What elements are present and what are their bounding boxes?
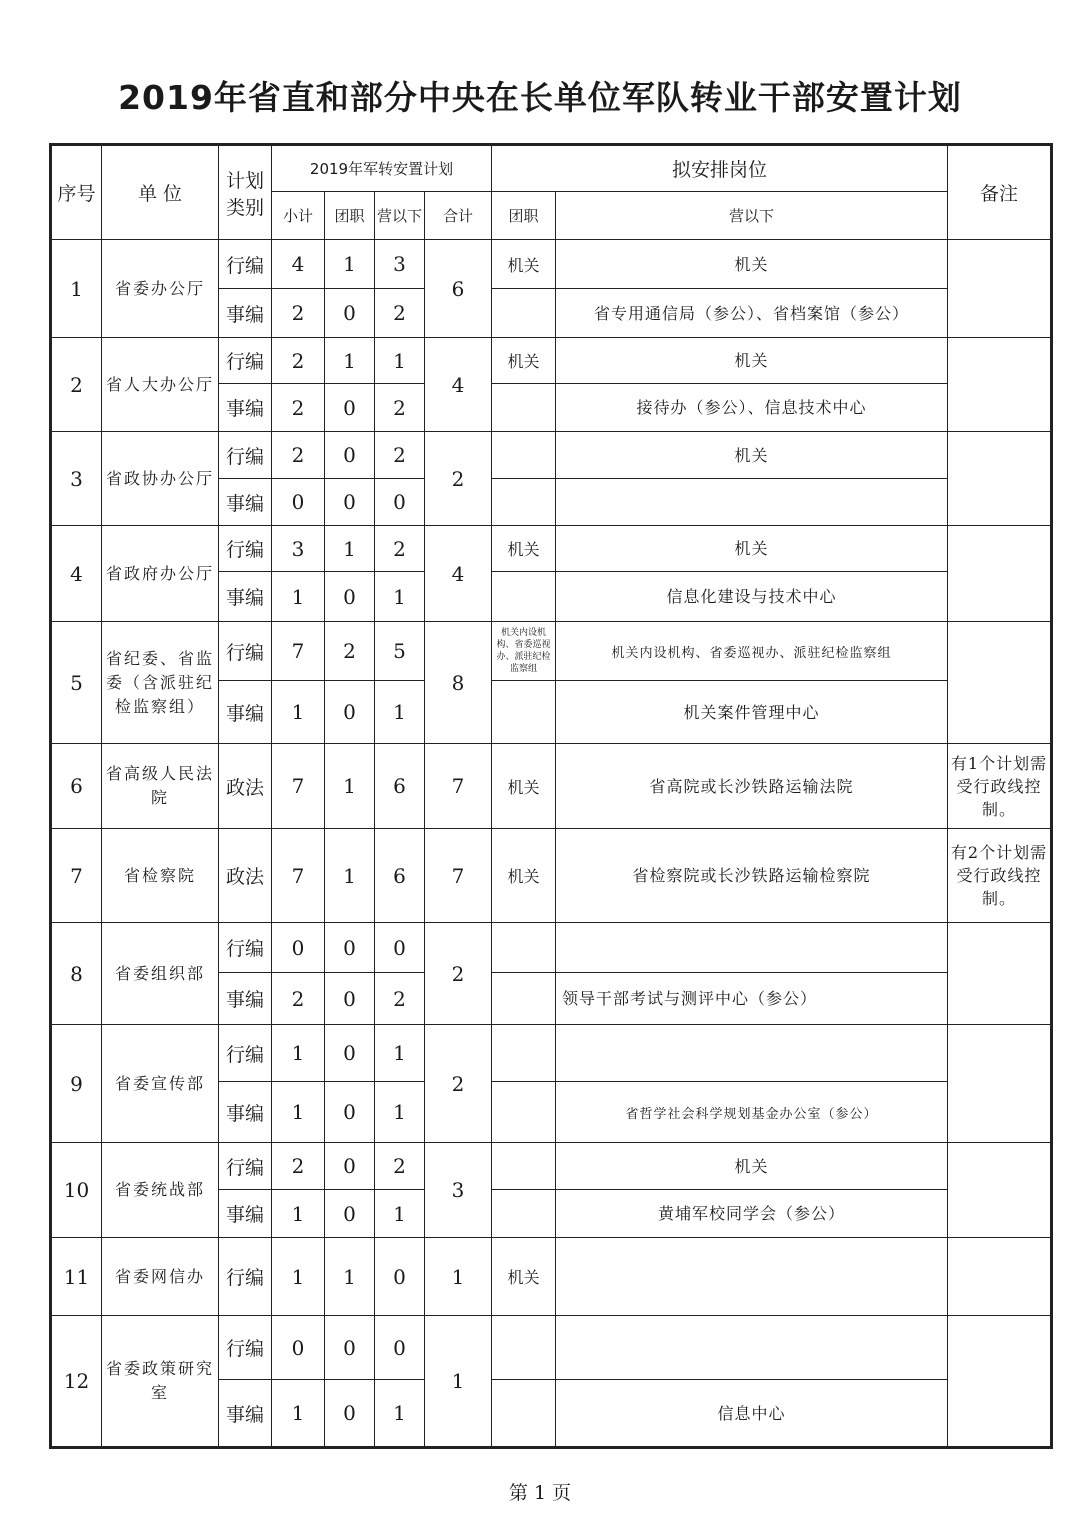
row-total: 2	[425, 923, 492, 1025]
placement-plan-table	[49, 143, 1053, 1449]
row-tuan: 1	[325, 338, 375, 384]
row-subtotal: 2	[272, 338, 325, 384]
row-subtotal: 4	[272, 240, 325, 289]
row-tuan: 0	[325, 432, 375, 479]
row-subtotal: 1	[272, 1082, 325, 1143]
row-post-ying: 信息中心	[556, 1380, 948, 1448]
row-unit: 省委网信办	[102, 1238, 219, 1316]
row-post-tuan: 机关	[492, 1238, 556, 1316]
row-tuan: 0	[325, 1190, 375, 1238]
row-tuan: 1	[325, 526, 375, 572]
row-tuan: 1	[325, 744, 375, 829]
row-ying: 0	[375, 1238, 425, 1316]
row-category: 事编	[219, 1380, 272, 1448]
row-post-tuan	[492, 289, 556, 338]
header-posts-group: 拟安排岗位	[492, 145, 948, 192]
row-subtotal: 2	[272, 384, 325, 432]
row-seq: 10	[51, 1143, 102, 1238]
row-post-ying: 省专用通信局（参公）、省档案馆（参公）	[556, 289, 948, 338]
row-category: 行编	[219, 1238, 272, 1316]
row-note	[948, 432, 1052, 526]
row-tuan: 0	[325, 384, 375, 432]
row-category: 事编	[219, 572, 272, 622]
row-total: 2	[425, 1025, 492, 1143]
row-seq: 4	[51, 526, 102, 622]
row-post-tuan: 机关	[492, 240, 556, 289]
row-subtotal: 2	[272, 973, 325, 1025]
page-number: 第 1 页	[508, 1482, 572, 1504]
row-note	[948, 923, 1052, 1025]
row-note	[948, 240, 1052, 338]
header-ying: 营以下	[375, 192, 425, 240]
row-post-ying: 省高院或长沙铁路运输法院	[556, 744, 948, 829]
row-subtotal: 2	[272, 289, 325, 338]
row-note	[948, 526, 1052, 622]
row-seq: 9	[51, 1025, 102, 1143]
row-category: 事编	[219, 289, 272, 338]
row-ying: 1	[375, 572, 425, 622]
row-post-tuan	[492, 1380, 556, 1448]
row-subtotal: 7	[272, 829, 325, 923]
row-ying: 1	[375, 1190, 425, 1238]
row-category: 事编	[219, 1190, 272, 1238]
row-post-ying: 接待办（参公）、信息技术中心	[556, 384, 948, 432]
row-unit: 省纪委、省监委（含派驻纪检监察组）	[102, 622, 219, 744]
row-ying: 1	[375, 1380, 425, 1448]
row-category: 行编	[219, 622, 272, 681]
page-title: 2019年省直和部分中央在长单位军队转业干部安置计划	[118, 78, 962, 117]
row-subtotal: 2	[272, 432, 325, 479]
row-unit: 省政协办公厅	[102, 432, 219, 526]
row-total: 1	[425, 1316, 492, 1448]
row-post-ying: 机关	[556, 526, 948, 572]
row-ying: 6	[375, 744, 425, 829]
row-total: 2	[425, 432, 492, 526]
row-subtotal: 2	[272, 1143, 325, 1190]
row-note: 有1个计划需受行政线控制。	[948, 744, 1052, 829]
row-unit: 省人大办公厅	[102, 338, 219, 432]
row-subtotal: 1	[272, 1238, 325, 1316]
row-post-ying	[556, 1316, 948, 1380]
row-post-tuan	[492, 432, 556, 479]
row-tuan: 0	[325, 1380, 375, 1448]
row-ying: 0	[375, 1316, 425, 1380]
row-note	[948, 1143, 1052, 1238]
row-tuan: 1	[325, 240, 375, 289]
row-seq: 1	[51, 240, 102, 338]
row-ying: 2	[375, 973, 425, 1025]
row-post-ying: 领导干部考试与测评中心（参公）	[556, 973, 948, 1025]
row-note	[948, 622, 1052, 744]
row-post-tuan: 机关	[492, 829, 556, 923]
row-ying: 1	[375, 1082, 425, 1143]
row-unit: 省高级人民法院	[102, 744, 219, 829]
row-post-tuan	[492, 1316, 556, 1380]
row-post-ying	[556, 1025, 948, 1082]
row-total: 7	[425, 829, 492, 923]
row-seq: 3	[51, 432, 102, 526]
row-post-ying: 机关案件管理中心	[556, 681, 948, 744]
row-ying: 6	[375, 829, 425, 923]
row-post-tuan: 机关	[492, 526, 556, 572]
row-post-ying: 省哲学社会科学规划基金办公室（参公）	[556, 1082, 948, 1143]
row-post-tuan	[492, 1190, 556, 1238]
row-category: 事编	[219, 681, 272, 744]
row-total: 4	[425, 338, 492, 432]
row-total: 3	[425, 1143, 492, 1238]
row-ying: 2	[375, 384, 425, 432]
row-ying: 2	[375, 526, 425, 572]
row-seq: 8	[51, 923, 102, 1025]
row-post-tuan	[492, 384, 556, 432]
header-seq: 序号	[51, 145, 102, 240]
row-post-tuan	[492, 681, 556, 744]
row-seq: 12	[51, 1316, 102, 1448]
row-subtotal: 0	[272, 1316, 325, 1380]
row-category: 事编	[219, 973, 272, 1025]
row-ying: 1	[375, 1025, 425, 1082]
header-unit: 单 位	[102, 145, 219, 240]
row-note: 有2个计划需受行政线控制。	[948, 829, 1052, 923]
row-seq: 6	[51, 744, 102, 829]
row-subtotal: 0	[272, 923, 325, 973]
row-category: 行编	[219, 923, 272, 973]
row-post-ying	[556, 923, 948, 973]
row-total: 6	[425, 240, 492, 338]
row-tuan: 0	[325, 572, 375, 622]
row-tuan: 0	[325, 479, 375, 526]
row-category: 行编	[219, 240, 272, 289]
row-post-ying: 机关	[556, 240, 948, 289]
row-tuan: 0	[325, 973, 375, 1025]
header-remarks: 备注	[948, 145, 1052, 240]
row-ying: 0	[375, 479, 425, 526]
row-post-tuan	[492, 1025, 556, 1082]
row-category: 行编	[219, 526, 272, 572]
row-total: 8	[425, 622, 492, 744]
row-subtotal: 7	[272, 622, 325, 681]
header-post-tuan: 团职	[492, 192, 556, 240]
row-post-tuan: 机关内设机构、省委巡视办、派驻纪检监察组	[492, 622, 556, 681]
row-seq: 5	[51, 622, 102, 744]
row-note	[948, 1238, 1052, 1316]
row-seq: 7	[51, 829, 102, 923]
header-tuan: 团职	[325, 192, 375, 240]
row-post-tuan	[492, 479, 556, 526]
row-unit: 省委办公厅	[102, 240, 219, 338]
row-subtotal: 1	[272, 1025, 325, 1082]
row-seq: 11	[51, 1238, 102, 1316]
row-unit: 省委统战部	[102, 1143, 219, 1238]
row-tuan: 0	[325, 289, 375, 338]
header-subtotal: 小计	[272, 192, 325, 240]
row-post-ying: 黄埔军校同学会（参公）	[556, 1190, 948, 1238]
row-post-tuan	[492, 923, 556, 973]
row-tuan: 0	[325, 923, 375, 973]
row-total: 7	[425, 744, 492, 829]
row-category: 行编	[219, 1316, 272, 1380]
row-post-ying: 机关	[556, 432, 948, 479]
row-note	[948, 338, 1052, 432]
row-ying: 0	[375, 923, 425, 973]
row-category: 行编	[219, 1025, 272, 1082]
row-tuan: 1	[325, 829, 375, 923]
row-tuan: 0	[325, 1025, 375, 1082]
row-tuan: 0	[325, 1082, 375, 1143]
row-tuan: 1	[325, 1238, 375, 1316]
row-post-ying: 省检察院或长沙铁路运输检察院	[556, 829, 948, 923]
row-category: 政法	[219, 744, 272, 829]
row-note	[948, 1025, 1052, 1143]
row-post-ying: 机关	[556, 1143, 948, 1190]
row-tuan: 0	[325, 681, 375, 744]
row-unit: 省委组织部	[102, 923, 219, 1025]
row-post-ying	[556, 479, 948, 526]
row-ying: 1	[375, 338, 425, 384]
row-category: 政法	[219, 829, 272, 923]
row-ying: 1	[375, 681, 425, 744]
row-unit: 省委宣传部	[102, 1025, 219, 1143]
row-post-tuan: 机关	[492, 338, 556, 384]
row-category: 行编	[219, 338, 272, 384]
header-plan-group: 2019年军转安置计划	[272, 145, 492, 192]
header-total: 合计	[425, 192, 492, 240]
row-category: 行编	[219, 432, 272, 479]
row-ying: 2	[375, 289, 425, 338]
row-post-ying	[556, 1238, 948, 1316]
row-tuan: 0	[325, 1143, 375, 1190]
row-seq: 2	[51, 338, 102, 432]
row-unit: 省政府办公厅	[102, 526, 219, 622]
row-note	[948, 1316, 1052, 1448]
row-post-tuan: 机关	[492, 744, 556, 829]
row-tuan: 0	[325, 1316, 375, 1380]
row-category: 事编	[219, 479, 272, 526]
row-tuan: 2	[325, 622, 375, 681]
row-post-ying: 信息化建设与技术中心	[556, 572, 948, 622]
row-post-ying: 机关	[556, 338, 948, 384]
row-subtotal: 3	[272, 526, 325, 572]
row-post-tuan	[492, 973, 556, 1025]
row-post-tuan	[492, 1143, 556, 1190]
row-category: 事编	[219, 1082, 272, 1143]
row-ying: 2	[375, 432, 425, 479]
row-post-ying: 机关内设机构、省委巡视办、派驻纪检监察组	[556, 622, 948, 681]
row-total: 4	[425, 526, 492, 622]
row-unit: 省委政策研究室	[102, 1316, 219, 1448]
row-subtotal: 1	[272, 681, 325, 744]
row-ying: 3	[375, 240, 425, 289]
header-category: 计划类别	[219, 145, 272, 240]
row-unit: 省检察院	[102, 829, 219, 923]
row-total: 1	[425, 1238, 492, 1316]
row-ying: 5	[375, 622, 425, 681]
row-category: 事编	[219, 384, 272, 432]
row-subtotal: 0	[272, 479, 325, 526]
row-category: 行编	[219, 1143, 272, 1190]
row-post-tuan	[492, 1082, 556, 1143]
row-subtotal: 1	[272, 1380, 325, 1448]
header-post-ying: 营以下	[556, 192, 948, 240]
row-subtotal: 1	[272, 1190, 325, 1238]
row-post-tuan	[492, 572, 556, 622]
row-subtotal: 7	[272, 744, 325, 829]
row-subtotal: 1	[272, 572, 325, 622]
row-ying: 2	[375, 1143, 425, 1190]
